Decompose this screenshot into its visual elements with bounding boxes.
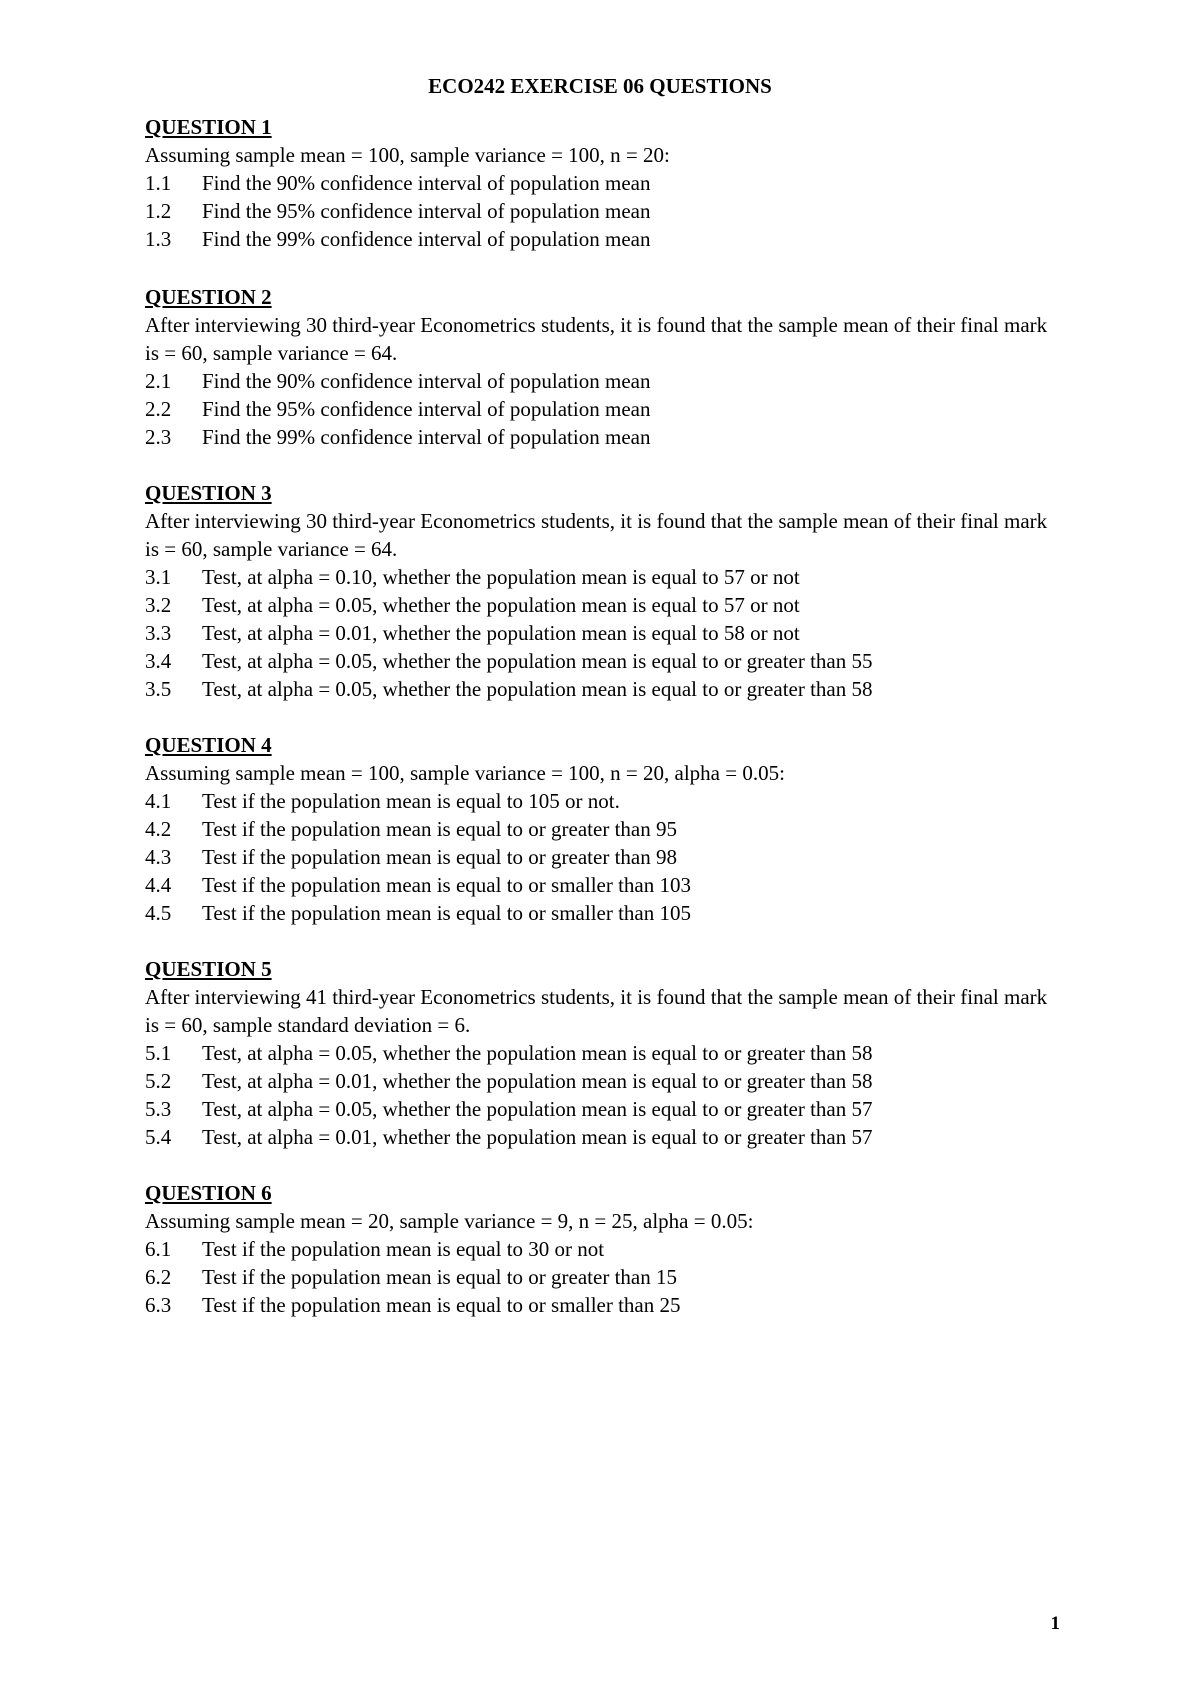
question-item bbox=[145, 225, 1065, 253]
item-number: 2.2 bbox=[145, 397, 172, 421]
item-text: Test if the population mean is equal to or greater than 15 bbox=[202, 1265, 677, 1289]
question-intro: Assuming sample mean = 100, sample variance = 100, n = 20: bbox=[145, 143, 670, 167]
question-item bbox=[145, 367, 1065, 395]
item-number: 1.2 bbox=[145, 199, 172, 223]
question-item bbox=[145, 423, 1065, 451]
item-number: 5.1 bbox=[145, 1041, 172, 1065]
question-item bbox=[145, 1263, 1065, 1291]
question-item bbox=[145, 591, 1065, 619]
question-heading: QUESTION 2 bbox=[145, 285, 272, 309]
item-number: 4.1 bbox=[145, 789, 172, 813]
question-intro: Assuming sample mean = 100, sample variance = 100, n = 20, alpha = 0.05: bbox=[145, 761, 785, 785]
item-text: Test, at alpha = 0.05, whether the population mean is equal to or greater than 57 bbox=[202, 1097, 873, 1121]
item-number: 6.2 bbox=[145, 1265, 172, 1289]
item-number: 3.4 bbox=[145, 649, 172, 673]
item-text: Test, at alpha = 0.10, whether the population mean is equal to 57 or not bbox=[202, 565, 800, 589]
item-number: 5.2 bbox=[145, 1069, 172, 1093]
item-number: 6.3 bbox=[145, 1293, 172, 1317]
item-text: Test, at alpha = 0.01, whether the population mean is equal to or greater than 57 bbox=[202, 1125, 873, 1149]
question-intro: After interviewing 41 third-year Econometrics students, it is found that the sample mean of their final mark is = 60, sample standard deviation = 6. bbox=[145, 985, 1048, 1037]
question-heading: QUESTION 3 bbox=[145, 481, 272, 505]
item-text: Find the 99% confidence interval of population mean bbox=[202, 227, 651, 251]
item-text: Find the 95% confidence interval of population mean bbox=[202, 199, 651, 223]
question-item bbox=[145, 675, 1065, 703]
item-text: Test, at alpha = 0.05, whether the population mean is equal to or greater than 55 bbox=[202, 649, 873, 673]
item-text: Find the 90% confidence interval of population mean bbox=[202, 369, 651, 393]
item-number: 3.2 bbox=[145, 593, 172, 617]
item-text: Test if the population mean is equal to 105 or not. bbox=[202, 789, 620, 813]
question-heading: QUESTION 5 bbox=[145, 957, 272, 981]
document-title: ECO242 EXERCISE 06 QUESTIONS bbox=[428, 74, 772, 98]
item-text: Test, at alpha = 0.05, whether the population mean is equal to 57 or not bbox=[202, 593, 800, 617]
item-number: 2.3 bbox=[145, 425, 172, 449]
page-number: 1 bbox=[1050, 1613, 1060, 1634]
question-item bbox=[145, 787, 1065, 815]
item-text: Find the 90% confidence interval of population mean bbox=[202, 171, 651, 195]
question-item bbox=[145, 197, 1065, 225]
item-text: Test, at alpha = 0.05, whether the population mean is equal to or greater than 58 bbox=[202, 677, 873, 701]
item-text: Find the 95% confidence interval of population mean bbox=[202, 397, 651, 421]
item-number: 3.3 bbox=[145, 621, 172, 645]
question-item bbox=[145, 647, 1065, 675]
question-5 bbox=[145, 955, 1065, 1151]
question-item bbox=[145, 395, 1065, 423]
question-heading: QUESTION 1 bbox=[145, 115, 272, 139]
question-4 bbox=[145, 731, 1065, 927]
item-number: 2.1 bbox=[145, 369, 172, 393]
question-item bbox=[145, 563, 1065, 591]
question-item bbox=[145, 815, 1065, 843]
question-2 bbox=[145, 283, 1065, 451]
item-number: 5.3 bbox=[145, 1097, 172, 1121]
item-text: Test if the population mean is equal to or smaller than 25 bbox=[202, 1293, 681, 1317]
question-item bbox=[145, 843, 1065, 871]
question-item bbox=[145, 1039, 1065, 1067]
question-3 bbox=[145, 479, 1065, 703]
item-number: 4.5 bbox=[145, 901, 172, 925]
item-number: 4.3 bbox=[145, 845, 172, 869]
question-item bbox=[145, 1123, 1065, 1151]
item-number: 1.1 bbox=[145, 171, 172, 195]
item-text: Test, at alpha = 0.01, whether the population mean is equal to or greater than 58 bbox=[202, 1069, 873, 1093]
item-text: Test if the population mean is equal to or greater than 98 bbox=[202, 845, 677, 869]
question-item bbox=[145, 1291, 1065, 1319]
question-heading: QUESTION 4 bbox=[145, 733, 272, 757]
item-number: 4.2 bbox=[145, 817, 172, 841]
question-intro: After interviewing 30 third-year Econometrics students, it is found that the sample mean of their final mark is = 60, sample variance = 64. bbox=[145, 509, 1048, 561]
item-text: Test if the population mean is equal to or smaller than 103 bbox=[202, 873, 691, 897]
question-heading: QUESTION 6 bbox=[145, 1181, 272, 1205]
question-item bbox=[145, 1095, 1065, 1123]
question-item bbox=[145, 1067, 1065, 1095]
item-text: Test if the population mean is equal to 30 or not bbox=[202, 1237, 605, 1261]
question-intro: Assuming sample mean = 20, sample variance = 9, n = 25, alpha = 0.05: bbox=[145, 1209, 754, 1233]
item-text: Test, at alpha = 0.05, whether the population mean is equal to or greater than 58 bbox=[202, 1041, 873, 1065]
item-number: 6.1 bbox=[145, 1237, 172, 1261]
question-item bbox=[145, 619, 1065, 647]
item-number: 3.5 bbox=[145, 677, 172, 701]
question-item bbox=[145, 1235, 1065, 1263]
question-intro: After interviewing 30 third-year Econometrics students, it is found that the sample mean of their final mark is = 60, sample variance = 64. bbox=[145, 313, 1048, 365]
item-number: 3.1 bbox=[145, 565, 172, 589]
item-text: Test if the population mean is equal to or smaller than 105 bbox=[202, 901, 691, 925]
item-text: Test if the population mean is equal to or greater than 95 bbox=[202, 817, 677, 841]
question-6 bbox=[145, 1179, 1065, 1319]
item-number: 4.4 bbox=[145, 873, 172, 897]
item-text: Find the 99% confidence interval of population mean bbox=[202, 425, 651, 449]
question-1 bbox=[145, 113, 1065, 253]
question-item bbox=[145, 899, 1065, 927]
item-text: Test, at alpha = 0.01, whether the population mean is equal to 58 or not bbox=[202, 621, 800, 645]
question-item bbox=[145, 169, 1065, 197]
item-number: 5.4 bbox=[145, 1125, 172, 1149]
item-number: 1.3 bbox=[145, 227, 172, 251]
question-item bbox=[145, 871, 1065, 899]
